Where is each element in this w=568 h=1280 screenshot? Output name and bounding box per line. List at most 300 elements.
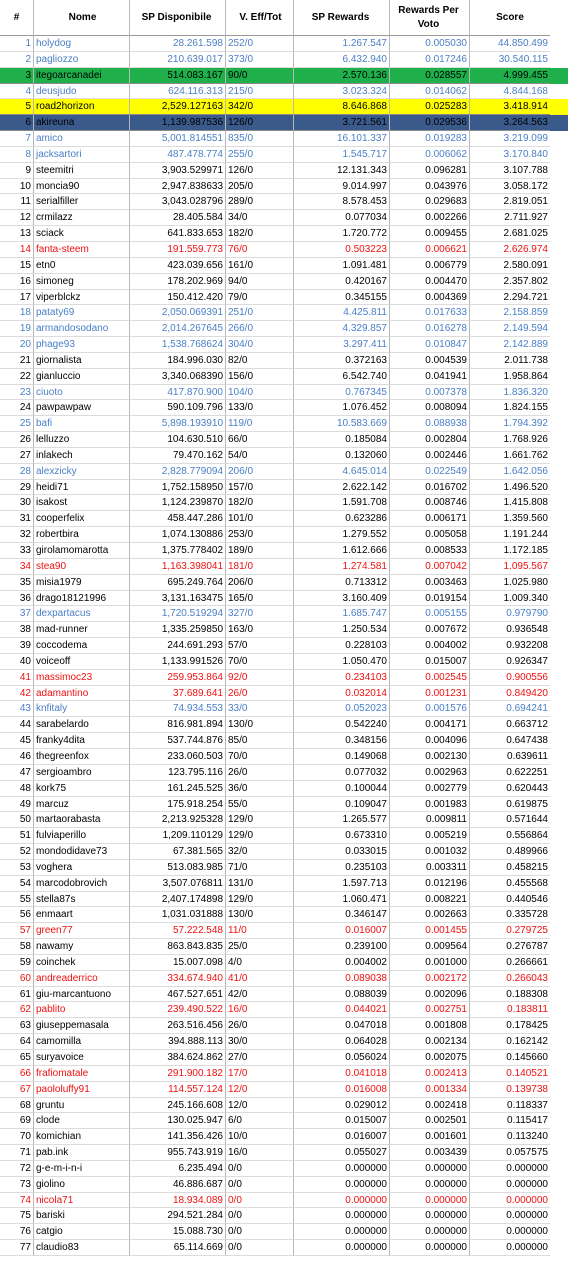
cell-rewards-per-vote: 0.010847 [390,337,470,353]
cell-rewards-per-vote: 0.008221 [390,892,470,908]
cell-sp-available: 5,001.814551 [130,131,226,147]
cell-rewards-per-vote: 0.001455 [390,923,470,939]
cell-name: frafiomatale [34,1066,130,1082]
cell-score: 0.900556 [470,670,550,686]
cell-rank: 14 [0,242,34,258]
cell-rewards-per-vote: 0.008533 [390,543,470,559]
cell-sp-available: 233.060.503 [130,749,226,765]
cell-score: 0.556864 [470,828,550,844]
cell-name: inlakech [34,448,130,464]
cell-votes: 34/0 [226,210,294,226]
table-row [0,1208,568,1224]
cell-name: viperblckz [34,290,130,306]
cell-rank: 51 [0,828,34,844]
cell-rewards-per-vote: 0.000000 [390,1224,470,1240]
cell-sp-available: 3,340.068390 [130,369,226,385]
cell-name: isakost [34,495,130,511]
cell-score: 1.172.185 [470,543,550,559]
cell-name: stea90 [34,559,130,575]
cell-sp-rewards: 0.088039 [294,987,390,1003]
table-row [0,1177,568,1193]
cell-sp-rewards: 16.101.337 [294,131,390,147]
cell-sp-rewards: 0.348156 [294,733,390,749]
cell-rewards-per-vote: 0.006621 [390,242,470,258]
cell-rewards-per-vote: 0.000000 [390,1240,470,1256]
cell-rank: 44 [0,717,34,733]
cell-name: armandosodano [34,321,130,337]
cell-votes: 182/0 [226,226,294,242]
cell-rank: 26 [0,432,34,448]
cell-rank: 70 [0,1129,34,1145]
cell-score: 1.794.392 [470,416,550,432]
cell-sp-rewards: 0.000000 [294,1208,390,1224]
cell-sp-available: 514.083.167 [130,68,226,84]
cell-sp-rewards: 1.685.747 [294,606,390,622]
cell-sp-rewards: 8.578.453 [294,194,390,210]
cell-score: 0.000000 [470,1193,550,1209]
cell-sp-available: 2,014.267645 [130,321,226,337]
cell-name: sarabelardo [34,717,130,733]
cell-rewards-per-vote: 0.007672 [390,622,470,638]
cell-score: 0.183811 [470,1002,550,1018]
cell-rank: 29 [0,480,34,496]
cell-rewards-per-vote: 0.016278 [390,321,470,337]
cell-rewards-per-vote: 0.004002 [390,638,470,654]
cell-rewards-per-vote: 0.002172 [390,971,470,987]
table-row [0,876,568,892]
cell-name: claudio83 [34,1240,130,1256]
cell-rank: 37 [0,606,34,622]
cell-rank: 63 [0,1018,34,1034]
cell-score: 2.149.594 [470,321,550,337]
table-row [0,337,568,353]
cell-sp-available: 46.886.687 [130,1177,226,1193]
cell-sp-available: 210.639.017 [130,52,226,68]
cell-rewards-per-vote: 0.000000 [390,1208,470,1224]
cell-name: clode [34,1113,130,1129]
cell-rewards-per-vote: 0.015007 [390,654,470,670]
cell-sp-available: 2,947.838633 [130,179,226,195]
cell-sp-available: 104.630.510 [130,432,226,448]
cell-rank: 9 [0,163,34,179]
cell-sp-available: 74.934.553 [130,701,226,717]
cell-votes: 36/0 [226,781,294,797]
table-row [0,480,568,496]
cell-sp-available: 28.405.584 [130,210,226,226]
cell-rewards-per-vote: 0.005058 [390,527,470,543]
cell-sp-available: 537.744.876 [130,733,226,749]
cell-rewards-per-vote: 0.009564 [390,939,470,955]
cell-name: fanta-steem [34,242,130,258]
table-row [0,163,568,179]
cell-sp-available: 423.039.656 [130,258,226,274]
cell-votes: 94/0 [226,274,294,290]
table-row [0,670,568,686]
cell-name: giuseppemasala [34,1018,130,1034]
cell-score: 0.489966 [470,844,550,860]
cell-rewards-per-vote: 0.003439 [390,1145,470,1161]
table-row [0,84,568,100]
cell-name: deusjudo [34,84,130,100]
cell-rank: 34 [0,559,34,575]
cell-votes: 129/0 [226,812,294,828]
cell-sp-rewards: 0.239100 [294,939,390,955]
table-row [0,400,568,416]
cell-sp-rewards: 0.089038 [294,971,390,987]
cell-sp-available: 1,074.130886 [130,527,226,543]
cell-name: green77 [34,923,130,939]
cell-rewards-per-vote: 0.002779 [390,781,470,797]
table-row [0,1161,568,1177]
cell-score: 2.626.974 [470,242,550,258]
cell-name: misia1979 [34,575,130,591]
cell-score: 0.620443 [470,781,550,797]
cell-votes: 266/0 [226,321,294,337]
cell-votes: 66/0 [226,432,294,448]
cell-sp-rewards: 0.016007 [294,923,390,939]
cell-rewards-per-vote: 0.012196 [390,876,470,892]
cell-score: 2.294.721 [470,290,550,306]
table-row [0,749,568,765]
table-row [0,622,568,638]
cell-votes: 133/0 [226,400,294,416]
cell-rewards-per-vote: 0.014062 [390,84,470,100]
cell-sp-available: 37.689.641 [130,686,226,702]
cell-sp-rewards: 1.076.452 [294,400,390,416]
cell-votes: 304/0 [226,337,294,353]
cell-sp-rewards: 0.077032 [294,765,390,781]
cell-name: andreaderrico [34,971,130,987]
column-header-votes: V. Eff/Tot [226,0,294,36]
cell-name: pablito [34,1002,130,1018]
table-row [0,131,568,147]
cell-score: 2.158.859 [470,305,550,321]
cell-votes: 41/0 [226,971,294,987]
table-row [0,242,568,258]
cell-votes: 165/0 [226,591,294,607]
cell-sp-rewards: 0.420167 [294,274,390,290]
cell-name: enmaart [34,907,130,923]
table-row [0,274,568,290]
cell-sp-available: 863.843.835 [130,939,226,955]
cell-sp-rewards: 0.503223 [294,242,390,258]
table-row [0,860,568,876]
cell-score: 0.639611 [470,749,550,765]
table-row [0,1034,568,1050]
table-row [0,194,568,210]
cell-rewards-per-vote: 0.003463 [390,575,470,591]
cell-name: road2horizon [34,99,130,115]
cell-name: etn0 [34,258,130,274]
cell-votes: 181/0 [226,559,294,575]
cell-name: sciack [34,226,130,242]
cell-rank: 42 [0,686,34,702]
cell-sp-rewards: 0.029012 [294,1098,390,1114]
cell-rank: 59 [0,955,34,971]
cell-score: 1.025.980 [470,575,550,591]
cell-votes: 130/0 [226,717,294,733]
cell-rank: 41 [0,670,34,686]
cell-sp-rewards: 0.032014 [294,686,390,702]
cell-sp-rewards: 12.131.343 [294,163,390,179]
table-row [0,115,568,131]
cell-name: pab.ink [34,1145,130,1161]
cell-score: 2.819.051 [470,194,550,210]
cell-name: gruntu [34,1098,130,1114]
cell-votes: 253/0 [226,527,294,543]
cell-score: 0.115417 [470,1113,550,1129]
cell-rank: 8 [0,147,34,163]
table-row [0,258,568,274]
cell-sp-rewards: 0.673310 [294,828,390,844]
cell-votes: 25/0 [226,939,294,955]
table-row [0,606,568,622]
cell-name: giu-marcantuono [34,987,130,1003]
cell-rank: 65 [0,1050,34,1066]
cell-sp-available: 191.559.773 [130,242,226,258]
cell-votes: 16/0 [226,1002,294,1018]
cell-rewards-per-vote: 0.002413 [390,1066,470,1082]
cell-rewards-per-vote: 0.029683 [390,194,470,210]
table-row [0,923,568,939]
cell-rewards-per-vote: 0.022549 [390,464,470,480]
cell-rank: 72 [0,1161,34,1177]
cell-score: 0.663712 [470,717,550,733]
cell-sp-available: 1,133.991526 [130,654,226,670]
cell-name: jacksartori [34,147,130,163]
cell-votes: 76/0 [226,242,294,258]
cell-votes: 835/0 [226,131,294,147]
cell-rewards-per-vote: 0.001601 [390,1129,470,1145]
cell-score: 1.642.056 [470,464,550,480]
cell-votes: 57/0 [226,638,294,654]
cell-sp-available: 263.516.456 [130,1018,226,1034]
cell-sp-rewards: 0.000000 [294,1193,390,1209]
table-row [0,448,568,464]
cell-votes: 104/0 [226,385,294,401]
cell-rank: 32 [0,527,34,543]
cell-sp-available: 3,507.076811 [130,876,226,892]
cell-score: 0.140521 [470,1066,550,1082]
cell-votes: 163/0 [226,622,294,638]
cell-votes: 101/0 [226,511,294,527]
cell-rank: 1 [0,36,34,52]
table-row [0,464,568,480]
table-row [0,1018,568,1034]
cell-rank: 50 [0,812,34,828]
cell-name: adamantino [34,686,130,702]
table-row [0,686,568,702]
cell-votes: 26/0 [226,686,294,702]
cell-votes: 189/0 [226,543,294,559]
cell-sp-available: 487.478.774 [130,147,226,163]
cell-rank: 5 [0,99,34,115]
cell-votes: 126/0 [226,115,294,131]
cell-sp-rewards: 0.004002 [294,955,390,971]
cell-sp-rewards: 0.044021 [294,1002,390,1018]
cell-rewards-per-vote: 0.007378 [390,385,470,401]
cell-sp-rewards: 0.132060 [294,448,390,464]
cell-name: nawamy [34,939,130,955]
cell-rewards-per-vote: 0.001231 [390,686,470,702]
cell-votes: 119/0 [226,416,294,432]
table-row [0,765,568,781]
cell-sp-available: 1,163.398041 [130,559,226,575]
cell-sp-available: 141.356.426 [130,1129,226,1145]
cell-rank: 66 [0,1066,34,1082]
cell-score: 0.000000 [470,1224,550,1240]
cell-sp-rewards: 0.372163 [294,353,390,369]
cell-rank: 54 [0,876,34,892]
cell-votes: 130/0 [226,907,294,923]
cell-sp-rewards: 4.425.811 [294,305,390,321]
cell-rewards-per-vote: 0.002446 [390,448,470,464]
cell-score: 0.178425 [470,1018,550,1034]
cell-rewards-per-vote: 0.008746 [390,495,470,511]
cell-name: serialfiller [34,194,130,210]
cell-score: 0.619875 [470,797,550,813]
cell-rank: 24 [0,400,34,416]
cell-name: komichian [34,1129,130,1145]
cell-rank: 64 [0,1034,34,1050]
cell-votes: 26/0 [226,765,294,781]
cell-votes: 206/0 [226,575,294,591]
cell-votes: 90/0 [226,68,294,84]
cell-rewards-per-vote: 0.000000 [390,1161,470,1177]
cell-rewards-per-vote: 0.006062 [390,147,470,163]
cell-rewards-per-vote: 0.002075 [390,1050,470,1066]
cell-rank: 74 [0,1193,34,1209]
cell-name: g-e-m-i-n-i [34,1161,130,1177]
cell-score: 0.266661 [470,955,550,971]
cell-votes: 70/0 [226,654,294,670]
cell-rank: 31 [0,511,34,527]
cell-votes: 0/0 [226,1224,294,1240]
cell-rank: 36 [0,591,34,607]
cell-sp-rewards: 9.014.997 [294,179,390,195]
cell-rewards-per-vote: 0.028557 [390,68,470,84]
cell-votes: 70/0 [226,749,294,765]
cell-votes: 17/0 [226,1066,294,1082]
cell-score: 0.188308 [470,987,550,1003]
cell-sp-available: 1,139.987536 [130,115,226,131]
cell-sp-rewards: 0.000000 [294,1161,390,1177]
cell-rank: 46 [0,749,34,765]
cell-votes: 156/0 [226,369,294,385]
cell-rewards-per-vote: 0.001808 [390,1018,470,1034]
table-row [0,955,568,971]
cell-rank: 73 [0,1177,34,1193]
cell-score: 0.458215 [470,860,550,876]
cell-sp-available: 150.412.420 [130,290,226,306]
cell-score: 0.279725 [470,923,550,939]
table-row [0,797,568,813]
cell-rank: 69 [0,1113,34,1129]
cell-votes: 11/0 [226,923,294,939]
cell-score: 0.335728 [470,907,550,923]
cell-rank: 3 [0,68,34,84]
cell-score: 0.276787 [470,939,550,955]
cell-sp-rewards: 0.041018 [294,1066,390,1082]
cell-votes: 252/0 [226,36,294,52]
cell-rewards-per-vote: 0.005219 [390,828,470,844]
table-row [0,369,568,385]
cell-score: 1.009.340 [470,591,550,607]
cell-sp-rewards: 0.016007 [294,1129,390,1145]
table-row [0,1066,568,1082]
cell-score: 1.661.762 [470,448,550,464]
cell-rank: 76 [0,1224,34,1240]
cell-sp-rewards: 1.267.547 [294,36,390,52]
table-row [0,828,568,844]
cell-score: 2.011.738 [470,353,550,369]
cell-sp-available: 590.109.796 [130,400,226,416]
cell-sp-rewards: 1.591.708 [294,495,390,511]
column-header-sp-available: SP Disponibile [130,0,226,36]
cell-sp-available: 65.114.669 [130,1240,226,1256]
cell-votes: 26/0 [226,1018,294,1034]
table-row [0,179,568,195]
cell-rewards-per-vote: 0.006779 [390,258,470,274]
table-row [0,36,568,52]
cell-name: moncia90 [34,179,130,195]
cell-sp-rewards: 2.622.142 [294,480,390,496]
cell-votes: 55/0 [226,797,294,813]
cell-score: 0.622251 [470,765,550,781]
cell-rank: 25 [0,416,34,432]
cell-sp-rewards: 0.052023 [294,701,390,717]
cell-rank: 20 [0,337,34,353]
cell-rank: 53 [0,860,34,876]
cell-rewards-per-vote: 0.043976 [390,179,470,195]
cell-sp-rewards: 0.056024 [294,1050,390,1066]
cell-sp-available: 695.249.764 [130,575,226,591]
table-row [0,416,568,432]
cell-rank: 45 [0,733,34,749]
table-row [0,527,568,543]
cell-rank: 40 [0,654,34,670]
table-row [0,1082,568,1098]
cell-sp-available: 513.083.985 [130,860,226,876]
table-row [0,701,568,717]
cell-sp-rewards: 0.713312 [294,575,390,591]
cell-votes: 79/0 [226,290,294,306]
cell-sp-available: 178.202.969 [130,274,226,290]
cell-votes: 33/0 [226,701,294,717]
cell-rank: 71 [0,1145,34,1161]
cell-sp-available: 2,213.925328 [130,812,226,828]
cell-score: 4.844.168 [470,84,550,100]
table-row [0,1113,568,1129]
cell-sp-rewards: 0.228103 [294,638,390,654]
cell-votes: 206/0 [226,464,294,480]
cell-sp-available: 15.088.730 [130,1224,226,1240]
cell-score: 2.142.889 [470,337,550,353]
table-row [0,1050,568,1066]
cell-rewards-per-vote: 0.009455 [390,226,470,242]
cell-rewards-per-vote: 0.002096 [390,987,470,1003]
cell-rewards-per-vote: 0.009811 [390,812,470,828]
cell-sp-available: 6.235.494 [130,1161,226,1177]
table-row [0,1129,568,1145]
cell-sp-available: 2,050.069391 [130,305,226,321]
cell-votes: 342/0 [226,99,294,115]
cell-score: 0.118337 [470,1098,550,1114]
cell-rank: 4 [0,84,34,100]
cell-sp-available: 1,375.778402 [130,543,226,559]
cell-score: 0.145660 [470,1050,550,1066]
cell-name: sergioambro [34,765,130,781]
